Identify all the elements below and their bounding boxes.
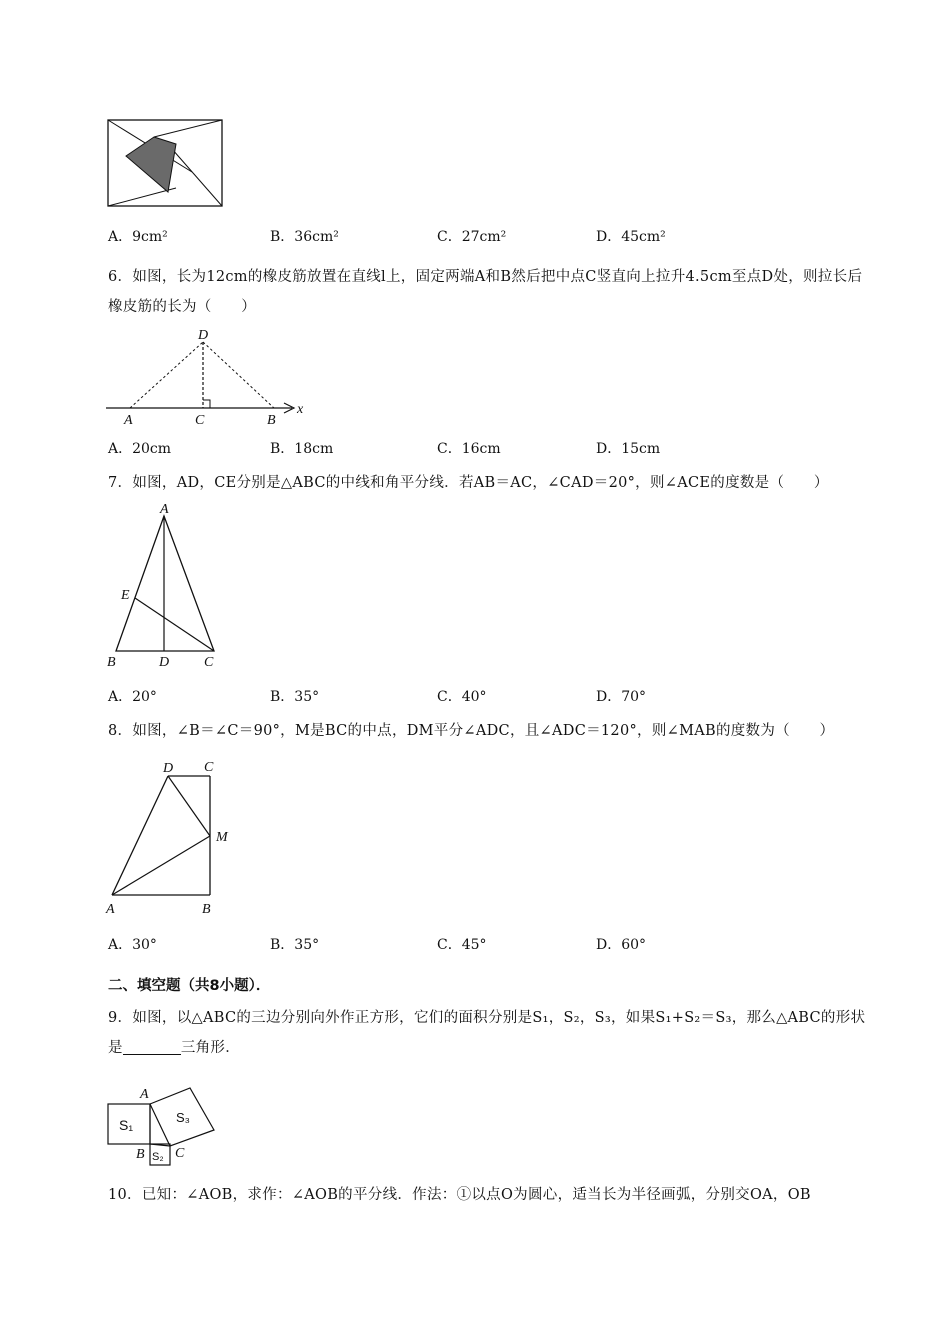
q9-label-a: A — [140, 1087, 149, 1102]
q6-label-b: B — [267, 413, 276, 428]
q8-label-m: M — [216, 830, 228, 845]
q6-option-d: D．15cm — [596, 441, 661, 457]
q7-option-a: A．20° — [108, 689, 157, 705]
q8-label-a: A — [106, 902, 115, 917]
q8-figure — [104, 754, 244, 920]
q5-option-d: D．45cm² — [596, 229, 666, 245]
q9-answer-blank — [123, 1036, 181, 1055]
q7-label-d: D — [159, 655, 170, 670]
q9-label-c: C — [175, 1146, 185, 1161]
q8-text: 8．如图，∠B＝∠C＝90°，M是BC的中点，DM平分∠ADC，且∠ADC＝120°，则∠MAB的度数为（ ） — [108, 723, 835, 739]
q5-shaded-square — [126, 137, 176, 192]
q5-option-a: A．9cm² — [108, 229, 168, 245]
q5-option-c: C．27cm² — [437, 229, 507, 245]
q9-label-s2: S₂ — [152, 1151, 164, 1163]
q7-label-e: E — [121, 588, 130, 603]
q7-option-d: D．70° — [596, 689, 647, 705]
q8-option-a: A．30° — [108, 937, 157, 953]
q8-option-d: D．60° — [596, 937, 647, 953]
q9-text-after: 三角形． — [180, 1040, 241, 1056]
q8-label-b: B — [202, 902, 211, 917]
q6-label-x: x — [297, 402, 304, 417]
q7-label-a: A — [160, 502, 169, 517]
q8-label-c: C — [204, 760, 214, 775]
q6-label-c: C — [195, 413, 205, 428]
q7-figure — [104, 502, 224, 672]
section-2-title: 二、填空题（共8小题）． — [108, 978, 271, 994]
q7-label-c: C — [204, 655, 214, 670]
q9-figure — [104, 1078, 224, 1170]
q5-option-b: B．36cm² — [270, 229, 339, 245]
q8-label-d: D — [163, 761, 174, 776]
q9-label-b: B — [136, 1147, 145, 1162]
q10-text: 10．已知：∠AOB，求作：∠AOB的平分线．作法：①以点O为圆心，适当长为半径画弧，分别交OA，OB — [108, 1187, 811, 1203]
q6-option-b: B．18cm — [270, 441, 334, 457]
q6-figure — [104, 328, 314, 432]
q8-option-c: C．45° — [437, 937, 487, 953]
q6-option-a: A．20cm — [108, 441, 172, 457]
q9-text — [108, 1003, 868, 1063]
q7-option-b: B．35° — [270, 689, 320, 705]
q6-label-d: D — [198, 328, 209, 343]
q7-label-b: B — [107, 655, 116, 670]
q6-option-c: C．16cm — [437, 441, 501, 457]
q9-label-s3: S₃ — [176, 1110, 190, 1125]
q6-label-a: A — [124, 413, 133, 428]
q8-option-b: B．35° — [270, 937, 320, 953]
q7-text: 7．如图，AD，CE分别是△ABC的中线和角平分线．若AB＝AC，∠CAD＝20°，则∠ACE的度数是（ ） — [108, 475, 829, 491]
q9-label-s1: S₁ — [119, 1117, 134, 1133]
q5-figure — [106, 118, 226, 210]
q9-text-before: 9．如图，以△ABC的三边分别向外作正方形，它们的面积分别是S₁，S₂，S₃，如果S₁+S₂＝S₃，那么△ABC的形状是 — [108, 1010, 866, 1056]
q7-option-c: C．40° — [437, 689, 487, 705]
q6-text: 6．如图，长为12cm的橡皮筋放置在直线l上，固定两端A和B然后把中点C竖直向上拉升4.5cm至点D处，则拉长后橡皮筋的长为（ ） — [108, 269, 863, 315]
